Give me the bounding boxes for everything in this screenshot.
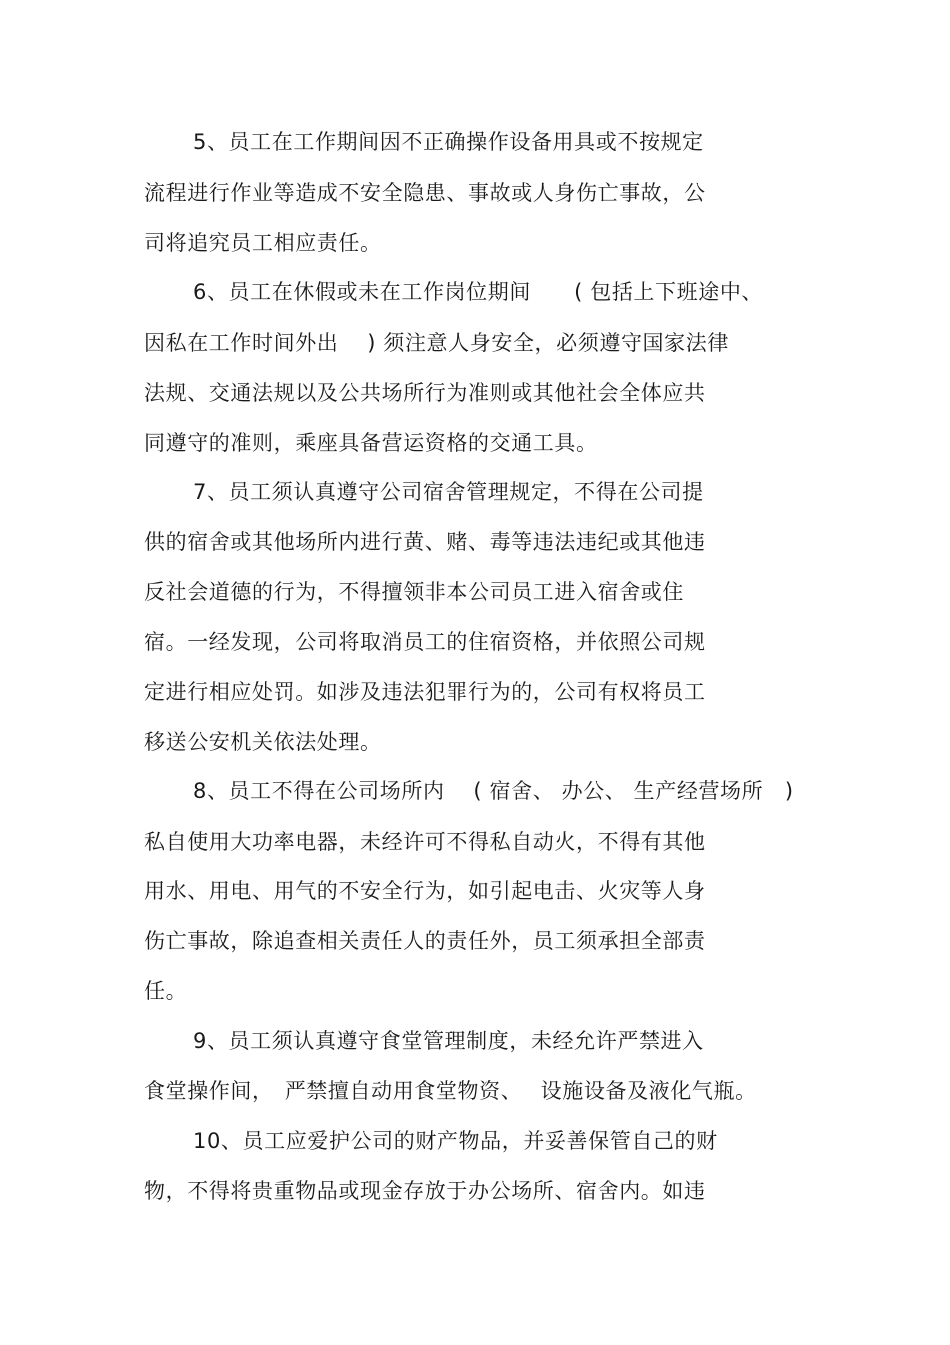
paragraph-7-line-2: 供的宿舍或其他场所内进行黄、赌、毒等违法违纪或其他违 bbox=[144, 530, 706, 554]
paragraph-5-line-1: 5、员工在工作期间因不正确操作设备用具或不按规定 bbox=[193, 130, 704, 154]
paragraph-9-line-1: 9、员工须认真遵守食堂管理制度，未经允许严禁进入 bbox=[193, 1029, 704, 1053]
paragraph-9-line-2: 食堂操作间， 严禁擅自动用食堂物资、 设施设备及液化气瓶。 bbox=[144, 1079, 757, 1103]
paragraph-7-line-4: 宿。一经发现，公司将取消员工的住宿资格，并依照公司规 bbox=[144, 630, 706, 654]
paragraph-6-line-3: 法规、交通法规以及公共场所行为准则或其他社会全体应共 bbox=[144, 381, 706, 405]
paragraph-8-line-5: 任。 bbox=[144, 979, 188, 1003]
paragraph-10-line-2: 物，不得将贵重物品或现金存放于办公场所、宿舍内。如违 bbox=[144, 1179, 706, 1203]
paragraph-8-line-3: 用水、用电、用气的不安全行为，如引起电击、火灾等人身 bbox=[144, 879, 706, 903]
paragraph-8-line-1: 8、员工不得在公司场所内 ( 宿舍、 办公、 生产经营场所 ) bbox=[193, 779, 794, 803]
paragraph-7-line-6: 移送公安机关依法处理。 bbox=[144, 730, 382, 754]
paragraph-6-line-2: 因私在工作时间外出 ) 须注意人身安全，必须遵守国家法律 bbox=[144, 331, 729, 355]
paragraph-8-line-4: 伤亡事故，除追查相关责任人的责任外，员工须承担全部责 bbox=[144, 929, 706, 953]
paragraph-7-line-3: 反社会道德的行为，不得擅领非本公司员工进入宿舍或住 bbox=[144, 580, 684, 604]
paragraph-5-line-3: 司将追究员工相应责任。 bbox=[144, 231, 382, 255]
paragraph-6-line-1: 6、员工在休假或未在工作岗位期间 ( 包括上下班途中、 bbox=[193, 280, 764, 304]
paragraph-10-line-1: 10、员工应爱护公司的财产物品，并妥善保管自己的财 bbox=[193, 1129, 718, 1153]
paragraph-8-line-2: 私自使用大功率电器，未经许可不得私自动火，不得有其他 bbox=[144, 830, 706, 854]
paragraph-5-line-2: 流程进行作业等造成不安全隐患、事故或人身伤亡事故，公 bbox=[144, 181, 706, 205]
paragraph-7-line-5: 定进行相应处罚。如涉及违法犯罪行为的，公司有权将员工 bbox=[144, 680, 706, 704]
paragraph-6-line-4: 同遵守的准则，乘座具备营运资格的交通工具。 bbox=[144, 431, 598, 455]
paragraph-7-line-1: 7、员工须认真遵守公司宿舍管理规定，不得在公司提 bbox=[193, 480, 704, 504]
